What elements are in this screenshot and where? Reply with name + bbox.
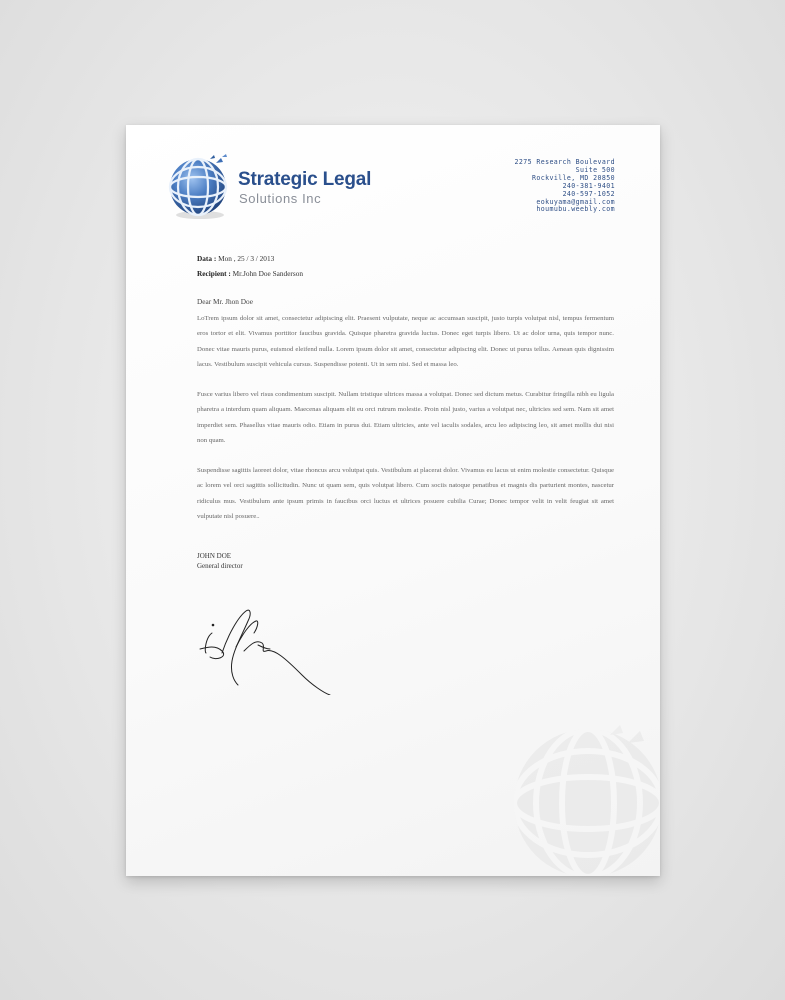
signer-block (197, 551, 243, 571)
company-address (514, 159, 615, 214)
globe-watermark-icon (510, 721, 660, 876)
salutation: Dear Mr. Jhon Doe (197, 297, 253, 306)
address-phone-1: 240-381-9401 (562, 181, 615, 190)
letterhead-page (126, 125, 660, 876)
recipient-line (197, 266, 303, 281)
body-paragraph-3: Suspendisse sagittis laoreet dolor, vitae rhoncus arcu volutpat quis. Vestibulum at placerat dolor. Vivamus eu lacus ut enim molestie consectetur. Quisque ac lorem vel orci sagittis sollicitudin. Nunc ut quam sem, quis volutpat libero. Cum sociis natoque penatibus et magnis dis parturient montes, nascetur ridiculus mus. Vestibulum ante ipsum primis in faucibus orci luctus et ultrices posuere cubilia Curae; Donec tempor velit in velit feugiat sit amet vulputate nisl posuere.. (197, 467, 614, 520)
body-paragraph-1: LoTrem ipsum dolor sit amet, consectetur adipiscing elit. Praesent vulputate, neque ac accumsan suscipit, justo turpis volutpat nisl, tempus fermentum eros tortor et elit. Vivamus porttitor faucibus gravida. Quisque pharetra gravida luctus. Donec eget turpis libero. Ut ac dolor urna, quis tempor nunc. Donec vitae mauris purus, euismod eleifend nulla. Lorem ipsum dolor sit amet, consectetur adipiscing elit. Donec ut purus tellus. Aenean quis dignissim lacus. Vestibulum suscipit vehicula cursus. Suspendisse potenti. Ut in sem nisi. Sed et massa leo. (197, 315, 614, 368)
company-name: Strategic Legal (238, 169, 372, 190)
globe-icon (166, 149, 234, 221)
body-paragraph-2: Fusce varius libero vel risus condimentum suscipit. Nullam tristique ultrices massa a volutpat. Donec sed dictum metus. Curabitur fringilla nibh eu ligula pharetra a interdum quam aliquam. Maecenas aliquam elit eu orci rutrum molestie. Proin nisl justo, varius a volutpat nec, ultricies sed sem. Nam sit amet imperdiet sem. Phasellus vitae mauris odio. Etiam in purus dui. Etiam ultricies, ante vel iaculis sodales, arcu leo adipiscing leo, sit amet mollis dui nisi non quam. (197, 391, 614, 444)
address-city: Rockville, MD 20850 (531, 173, 615, 182)
letter-meta (197, 251, 303, 281)
date-label: Data : (197, 254, 217, 263)
address-suite: Suite 500 (575, 165, 615, 174)
recipient-value: Mr.John Doe Sanderson (230, 269, 303, 278)
address-street: 2275 Research Boulevard (514, 158, 615, 166)
signer-name: JOHN DOE (197, 552, 232, 560)
date-line (197, 251, 303, 266)
recipient-label: Recipient : (197, 269, 231, 278)
signer-title: General director (197, 562, 243, 570)
date-value: Mon , 25 / 3 / 2013 (216, 254, 275, 263)
address-email: eokuyama@gmail.com (536, 197, 615, 206)
company-subtitle: Solutions Inc (239, 191, 322, 206)
handwritten-signature (192, 605, 342, 695)
address-website: houmubu.weebly.com (536, 205, 615, 214)
address-phone-2: 240-597-1052 (562, 189, 615, 198)
